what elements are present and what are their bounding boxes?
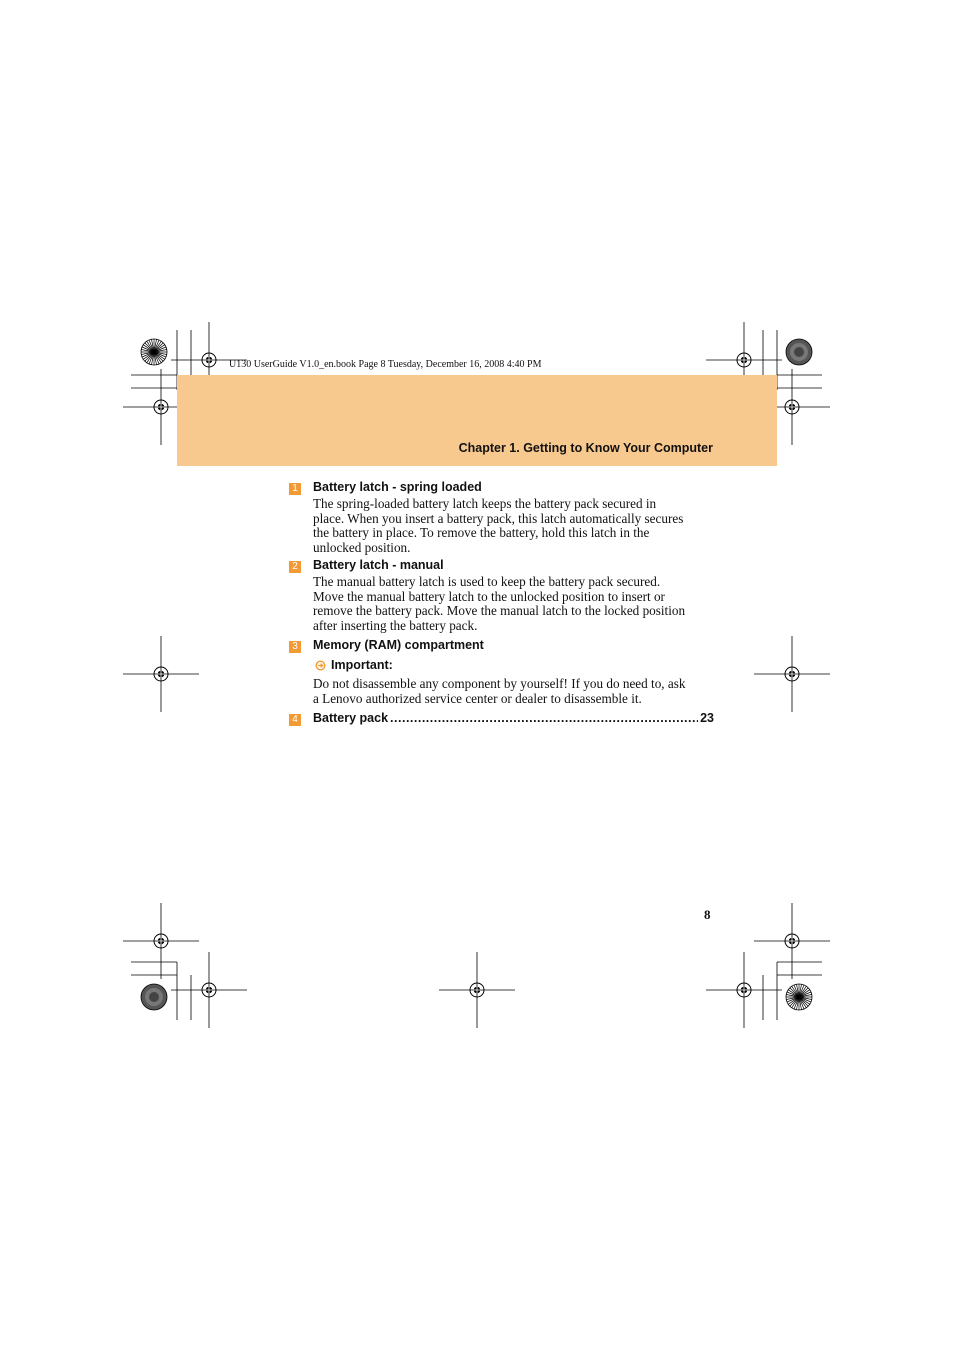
page-reference: 23 [700,711,714,725]
item-description: The manual battery latch is used to keep the battery pack secured. Move the manual battery latch to the unlocked position to insert or remove the battery pack. Move the manual latch to the locked position after inserting the battery pack. [313,574,686,633]
item-number-badge: 1 [289,483,301,495]
print-slug: U130 UserGuide V1.0_en.book Page 8 Tuesday, December 16, 2008 4:40 PM [229,359,542,370]
important-note: Do not disassemble any component by yourself! If you do need to, ask a Lenovo authorized service center or dealer to disassemble it. [313,676,686,706]
item-title: Battery latch - manual [313,558,444,572]
item-title: Battery latch - spring loaded [313,480,482,494]
important-label: Important: [331,658,393,672]
item-title: Memory (RAM) compartment [313,638,484,652]
dot-leader [390,711,698,725]
item-number-badge: 2 [289,561,301,573]
item-title: Battery pack [313,711,389,725]
chapter-title: Chapter 1. Getting to Know Your Computer [458,441,713,455]
toc-entry-battery-pack [313,711,714,725]
chapter-header-band [177,375,777,466]
arrow-circle-icon [315,660,326,671]
page-number: 8 [704,907,711,922]
item-number-badge: 4 [289,714,301,726]
item-number-badge: 3 [289,641,301,653]
item-description: The spring-loaded battery latch keeps the battery pack secured in place. When you insert a battery pack, this latch automatically secures the battery in place. To remove the battery, hold this latch in the unlocked position. [313,496,684,555]
